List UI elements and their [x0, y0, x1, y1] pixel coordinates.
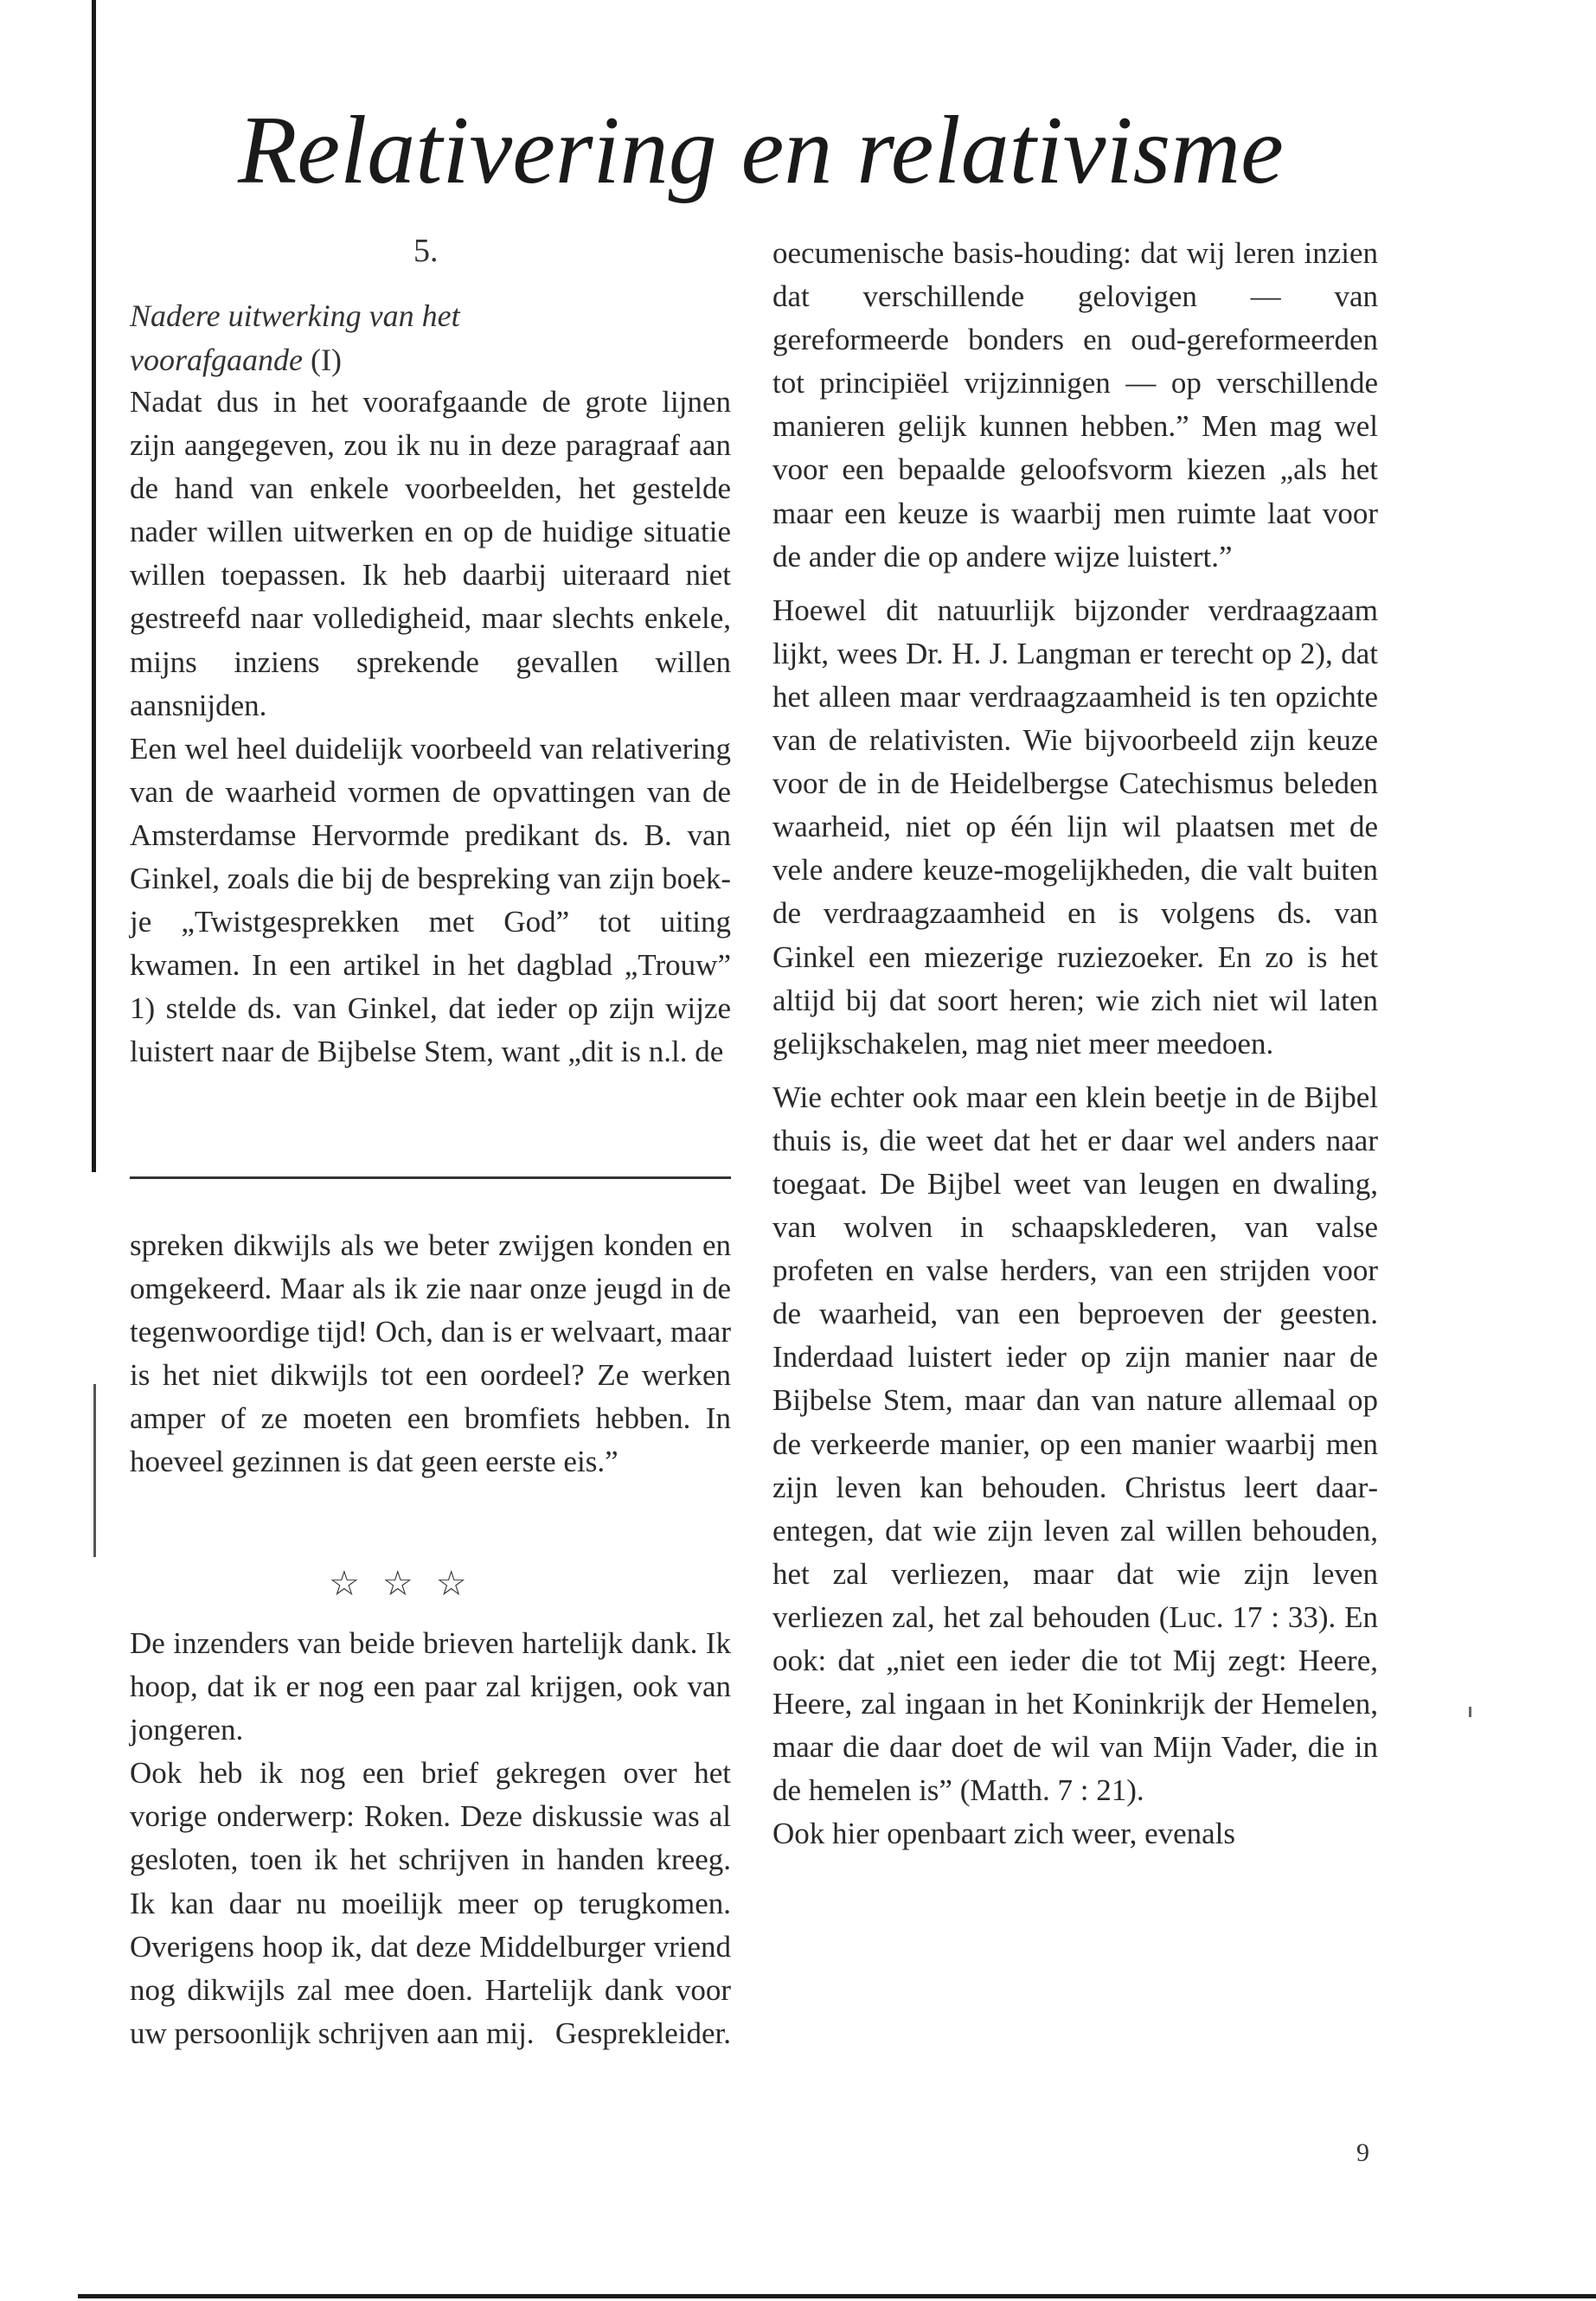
- section-number: 5.: [413, 233, 439, 269]
- subhead-line-1: Nadere uitwerking van het: [130, 298, 460, 333]
- paragraph: spreken dikwijls als we beter zwijgen konden en omgekeerd. Maar als ik zie naar onze jeugd in de tegenwoordige tijd! Och, dan is er welvaart, maar is het niet dikwijls tot een oordeel? Ze werken amper of ze moeten een bromfiets hebben. In hoeveel gezinnen is dat geen eerste eis.”: [130, 1228, 731, 1479]
- signature: Gesprekleider.: [554, 2016, 731, 2050]
- paragraph: Een wel heel duidelijk voorbeeld van relativering van de waarheid vormen de opvattingen van de Amsterdamse Hervormde predikant ds. B. van Ginkel, zoals die bij de bespreking van zijn boekje „Twistgesprekken met God” tot uiting kwamen. In een artikel in het dagblad „Trouw” 1) stelde ds. van Ginkel, dat ieder op zijn wijze luistert naar de Bijbelse Stem, want „dit is n.l. de: [130, 731, 731, 1069]
- left-column-lower: [130, 1224, 731, 1484]
- subhead-line-2: [130, 338, 597, 382]
- paragraph: Nadat dus in het voorafgaande de grote lijnen zijn aangegeven, zou ik nu in deze paragraaf aan de hand van enkele voorbeelden, het gestelde nader willen uitwerken en op de huidige situatie willen toepassen. Ik heb daarbij uiteraard niet gestreefd naar volledigheid, maar slechts enkele, mijns inziens sprekende gevallen willen aansnijden.: [130, 385, 731, 722]
- section-break-stars: ☆☆☆: [329, 1564, 490, 1604]
- page-number: 9: [1356, 2138, 1369, 2167]
- subhead-line-2-plain: (I): [310, 343, 342, 377]
- paragraph: Ook hier openbaart zich weer, evenals: [772, 1817, 1236, 1851]
- right-column: [772, 232, 1378, 1856]
- left-column-closing: [130, 1622, 731, 2055]
- left-margin-rule: [92, 0, 96, 1172]
- paragraph: oecumenische basis-houding: dat wij leren inzien dat verschillende gelovigen — van gereformeerde bonders en oud-gereformeerden tot principiëel vrijzinnigen — op verschillende manieren gelijk kunnen hebben.” Men mag wel voor een bepaalde geloofsvorm kiezen „als het maar een keuze is waarbij men ruimte laat voor de ander die op andere wijze luistert.”: [772, 236, 1378, 574]
- bottom-rule: [78, 2294, 1596, 2298]
- paragraph: De inzenders van beide brieven hartelijk dank. Ik hoop, dat ik er nog een paar zal krijgen, ook van jongeren.: [130, 1626, 731, 1747]
- paragraph-text: Ook heb ik nog een brief gekregen over het vorige onderwerp: Roken. Deze diskussie was al gesloten, toen ik het schrijven in handen kreeg. Ik kan daar nu moeilijk meer op terugkomen. Overigens hoop ik, dat deze Middelburger vriend nog dikwijls zal mee doen. Hartelijk dank voor uw persoonlijk schrijven aan mij.: [130, 1756, 731, 2050]
- column-divider: [130, 1176, 731, 1179]
- paragraph: Hoewel dit natuurlijk bijzonder verdraagzaam lijkt, wees Dr. H. J. Langman er terecht op 2), dat het alleen maar verdraagzaamheid is ten opzichte van de relativisten. Wie bijvoorbeeld zijn keuze voor de in de Heidelbergse Catechismus beleden waarheid, niet op één lijn wil plaatsen met de vele andere keuze-mogelijkheden, die valt buiten de verdraagzaamheid en is volgens ds. van Ginkel een miezerige ruziezoeker. En zo is het altijd bij dat soort heren; wie zich niet wil laten gelijkschakelen, mag niet meer meedoen.: [772, 593, 1378, 1061]
- paragraph: [130, 1752, 731, 2055]
- left-margin-rule-lower: [93, 1384, 96, 1557]
- margin-mark: [1469, 1707, 1471, 1717]
- article-title: Relativering en relativisme: [238, 97, 1284, 204]
- left-column-upper: [130, 381, 731, 1074]
- section-subheading: [130, 294, 597, 382]
- subhead-line-2-italic: voorafgaande: [130, 343, 303, 377]
- paragraph: Wie echter ook maar een klein beetje in de Bijbel thuis is, die weet dat het er daar wel anders naar toegaat. De Bijbel weet van leugen en dwaling, van wolven in schaapsklederen, van valse profeten en valse herders, van een strijden voor de waarheid, van een beproeven der geesten. Inderdaad luistert ieder op zijn manier naar de Bijbelse Stem, maar dan van nature allemaal op de verkeerde manier, op een manier waarbij men zijn leven kan behouden. Christus leert daarentegen, dat wie zijn leven zal willen behouden, het zal verliezen, maar dat wie zijn leven verliezen zal, het zal behouden (Luc. 17 : 33). En ook: dat „niet een ieder die tot Mij zegt: Heere, Heere, zal ingaan in het Koninkrijk der Hemelen, maar die daar doet de wil van Mijn Vader, die in de hemelen is” (Matth. 7 : 21).: [772, 1080, 1378, 1808]
